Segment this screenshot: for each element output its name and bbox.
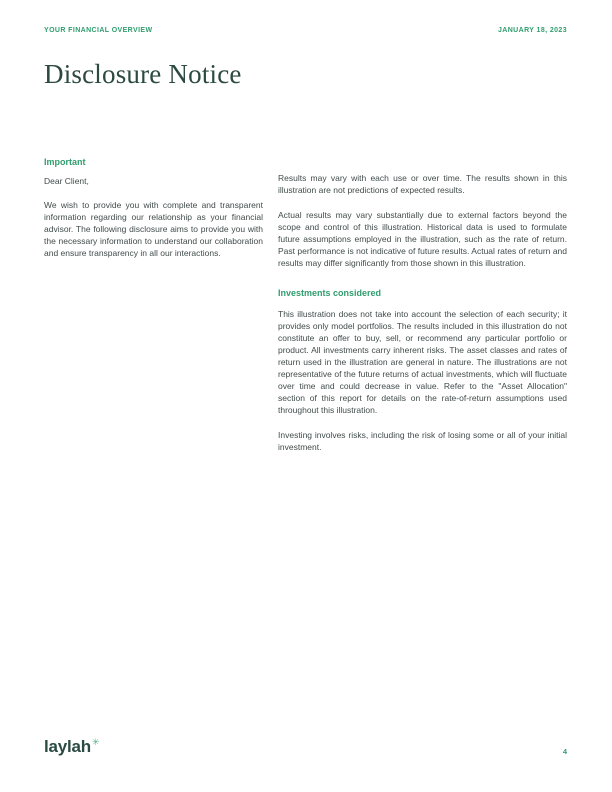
logo-text: laylah — [44, 737, 91, 756]
page-number: 4 — [562, 747, 567, 756]
page-title: Disclosure Notice — [44, 59, 242, 89]
important-heading: Important — [44, 157, 86, 167]
header-report-name: YOUR FINANCIAL OVERVIEW — [44, 27, 153, 34]
page-header — [44, 27, 567, 34]
actual-results-paragraph: Actual results may vary substantially due to external factors beyond the scope and control of this illustration. Historical data is used to formulate future assumptions employed in the illustration, such as the rate of return. Past performance is not indicative of future results. Actual rates of return and results may differ significantly from those shown in this illustration. — [278, 210, 567, 268]
right-column — [278, 172, 567, 466]
salutation-text: Dear Client, — [44, 176, 89, 186]
model-portfolios-paragraph: This illustration does not take into account the selection of each security; it provides only model portfolios. The results included in this illustration do not constitute an offer to buy, sell, or recommend any particular portfolio or product. All investments carry inherent risks. The asset classes and rates of return used in the illustration are general in nature. The illustrations are not representative of the future returns of actual investments, which will fluctuate over time and could decrease in value. Refer to the "Asset Allocation" section of this report for details on the rate-of-return assumptions used throughout this illustration. — [278, 309, 567, 415]
investing-risks-paragraph: Investing involves risks, including the risk of losing some or all of your initial investment. — [278, 430, 567, 452]
header-date: JANUARY 18, 2023 — [497, 27, 567, 34]
laylah-logo — [44, 737, 99, 757]
left-column — [44, 156, 263, 272]
intro-paragraph: We wish to provide you with complete and transparent information regarding our relationship as your financial advisor. The following disclosure aims to provide you with the necessary information to understand our collaboration and ensure transparency in all our interactions. — [44, 200, 263, 258]
investments-considered-heading: Investments considered — [278, 288, 382, 298]
results-vary-paragraph: Results may vary with each use or over time. The results shown in this illustration are not predictions of expected results. — [278, 173, 567, 195]
asterisk-logo-icon: ✳ — [92, 737, 100, 747]
